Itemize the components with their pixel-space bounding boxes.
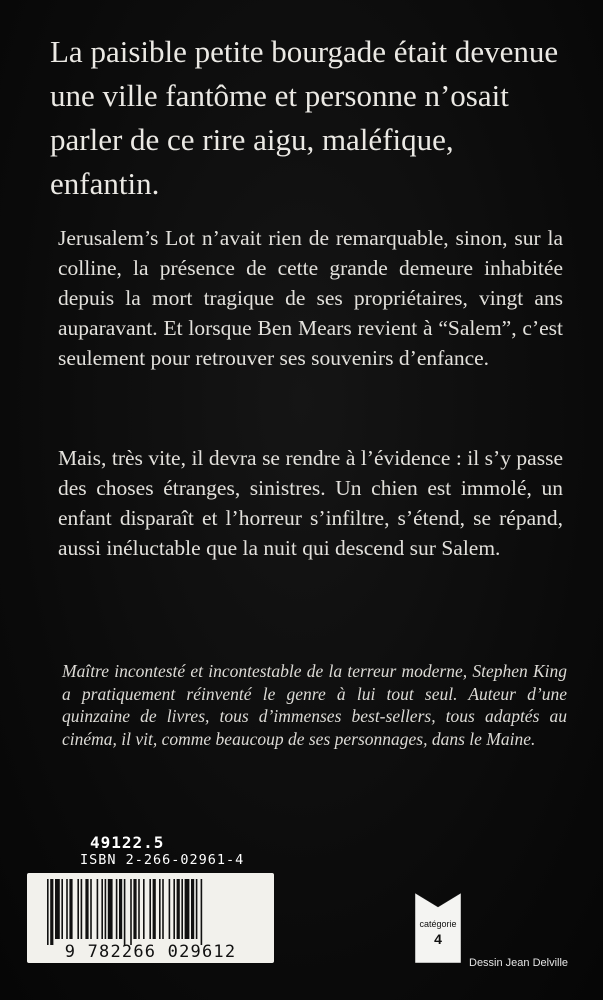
product-code: 49122.5	[90, 833, 165, 852]
barcode	[27, 873, 274, 963]
category-label: catégorie	[419, 919, 457, 929]
tagline: La paisible petite bourgade était devenue une ville fantôme et personne n’osait parler de ce rire aigu, maléfique, enfantin.	[50, 34, 559, 201]
category-number: 4	[434, 931, 442, 947]
category-badge	[415, 893, 461, 963]
author-note: Maître incontesté et incontestable de la terreur moderne, Stephen King a pratiquement réinventé le genre à lui tout seul. Auteur d’une quinzaine de livres, tous d’immenses best-sellers, tous adaptés au cinéma, il vit, comme beaucoup de ses personnages, dans le Maine.	[62, 661, 567, 749]
synopsis-paragraph-1: Jerusalem’s Lot n’avait rien de remarquable, sinon, sur la colline, la présence de cette grande demeure inhabitée depuis la mort tragique de ses propriétaires, vingt ans auparavant. Et lorsque Ben Mears revient à “Salem”, c’est seulement pour retrouver ses souvenirs d’enfance.	[58, 226, 563, 370]
isbn-text: ISBN 2-266-02961-4	[80, 852, 245, 868]
synopsis-paragraph-2: Mais, très vite, il devra se rendre à l’évidence : il s’y passe des choses étranges, sinistres. Un chien est immolé, un enfant disparaît et l’horreur s’infiltre, s’étend, se répand, aussi inéluctable que la nuit qui descend sur Salem.	[58, 446, 563, 560]
illustration-credit: Dessin Jean Delville	[469, 957, 569, 969]
barcode-digits: 9 782266 029612	[64, 942, 237, 962]
